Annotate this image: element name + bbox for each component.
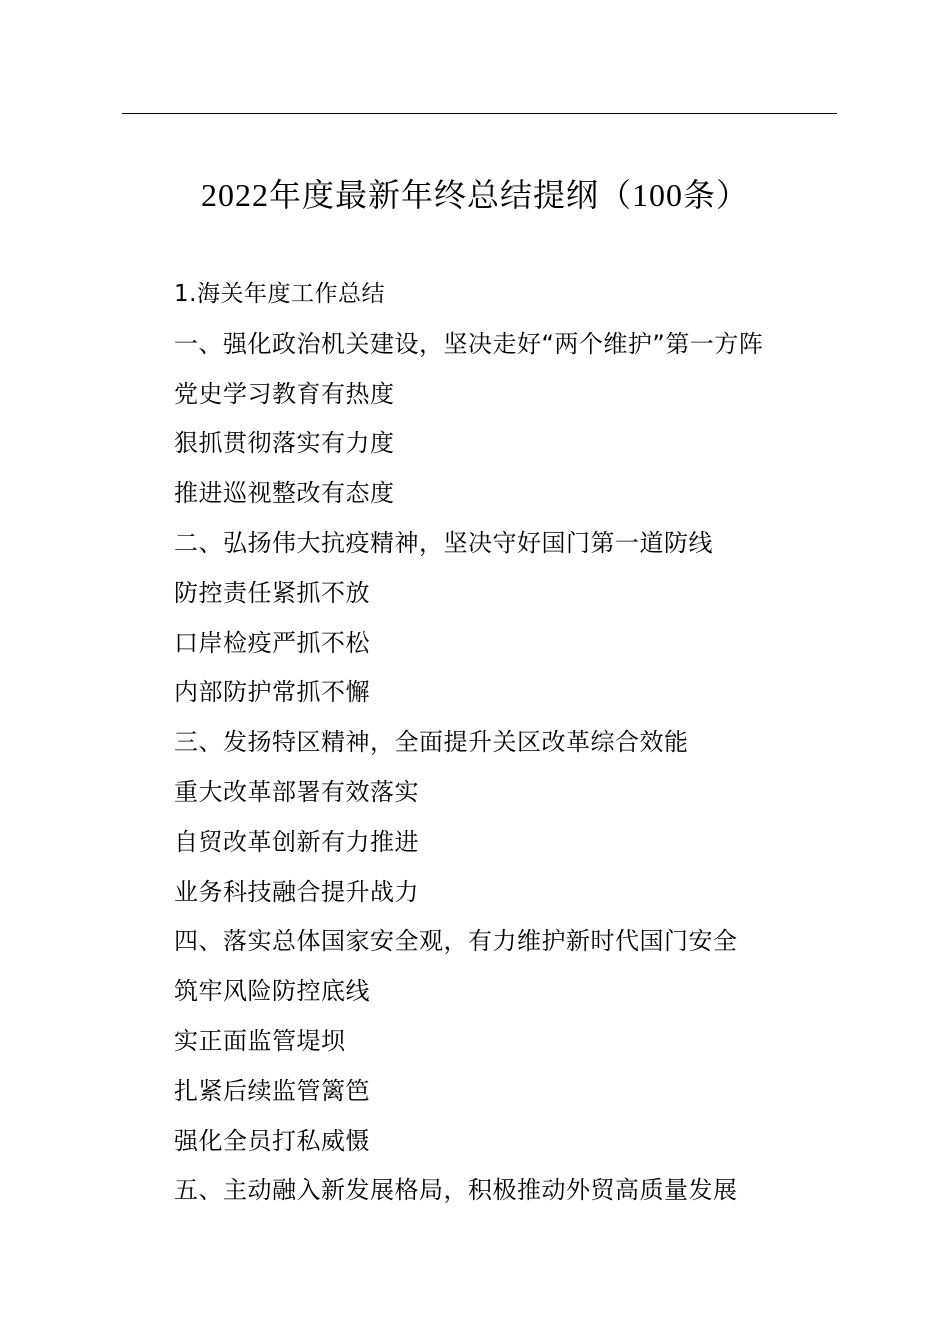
outline-line-7: 防控责任紧抓不放 [174, 578, 370, 607]
header-rule [122, 113, 837, 114]
outline-line-3: 党史学习教育有热度 [174, 379, 395, 408]
outline-line-6: 二、弘扬伟大抗疫精神，坚决守好国门第一道防线 [174, 528, 713, 557]
outline-line-17: 扎紧后续监管篱笆 [174, 1076, 370, 1105]
outline-line-1: 1.海关年度工作总结 [174, 281, 385, 307]
outline-line-4: 狠抓贯彻落实有力度 [174, 429, 395, 458]
outline-line-9: 内部防护常抓不懈 [174, 678, 370, 707]
outline-list [174, 270, 874, 1216]
outline-line-5: 推进巡视整改有态度 [174, 479, 395, 508]
outline-line-8: 口岸检疫严抓不松 [174, 628, 370, 657]
outline-line-12: 自贸改革创新有力推进 [174, 827, 419, 856]
title-count: 100 [632, 177, 683, 213]
outline-line-10: 三、发扬特区精神，全面提升关区改革综合效能 [174, 728, 689, 757]
outline-line-16: 实正面监管堤坝 [174, 1026, 346, 1055]
title-middle: 年度最新年终总结提纲（ [268, 176, 632, 214]
outline-line-14: 四、落实总体国家安全观，有力维护新时代国门安全 [174, 927, 738, 956]
outline-line-13: 业务科技融合提升战力 [174, 877, 419, 906]
outline-line-15: 筑牢风险防控底线 [174, 977, 370, 1006]
outline-line-11: 重大改革部署有效落实 [174, 777, 419, 806]
title-year: 2022 [200, 177, 269, 213]
outline-line-19: 五、主动融入新发展格局，积极推动外贸高质量发展 [174, 1176, 738, 1205]
title-end: 条） [683, 176, 750, 214]
outline-line-2: 一、强化政治机关建设，坚决走好“两个维护”第一方阵 [174, 329, 764, 358]
outline-line-18: 强化全员打私威慑 [174, 1126, 370, 1155]
page-title [0, 172, 950, 218]
